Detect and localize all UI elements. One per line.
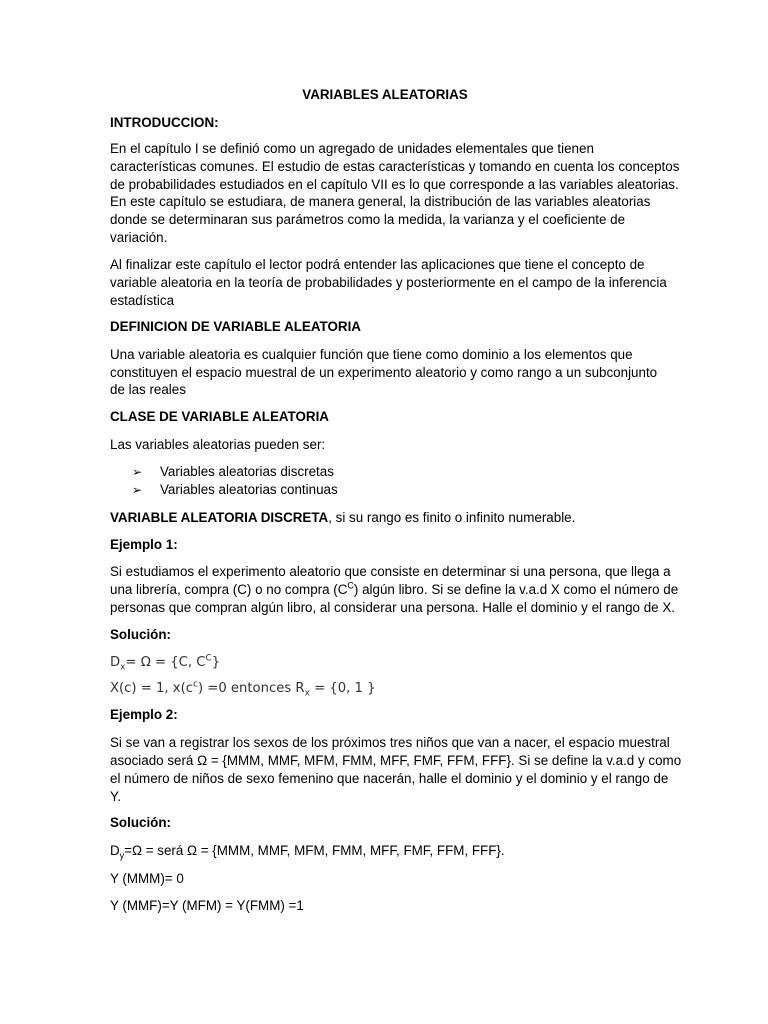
- document-title: VARIABLES ALEATORIAS: [302, 87, 468, 102]
- arrow-bullet-icon: ➢: [132, 465, 143, 479]
- paragraph-line: En este capítulo se estudiara, de manera general, la distribución de las variables aleatorias: [110, 194, 651, 209]
- text-run: =Ω = será Ω = {MMM, MMF, MFM, FMM, MFF, FMF, FFM, FFF}.: [124, 843, 505, 858]
- text-run: D: [110, 655, 121, 670]
- paragraph-line: Si estudiamos el experimento aleatorio que consiste en determinar si una persona, que llega a: [110, 564, 671, 579]
- paragraph-line: constituyen el espacio muestral de un experimento aleatorio y como rango a un subconjunto: [110, 365, 658, 380]
- subscript: x: [120, 662, 126, 673]
- discreta-text: , si su rango es finito o infinito numerable.: [328, 510, 576, 525]
- arrow-bullet-icon: ➢: [132, 483, 143, 497]
- paragraph-line: variable aleatoria en la teoría de probabilidades y posteriormente en el campo de la inferencia: [110, 275, 667, 290]
- paragraph-line: variación.: [110, 230, 168, 245]
- paragraph-line: estadística: [110, 293, 175, 308]
- subscript: x: [304, 688, 310, 699]
- text-run: ) =0 entonces R: [197, 681, 305, 696]
- ejemplo2-domain-formula: [110, 842, 505, 860]
- ejemplo1-domain-formula: [110, 654, 220, 672]
- superscript: c: [192, 679, 198, 690]
- paragraph-line: características comunes. El estudio de estas características y tomando en cuenta los conceptos: [110, 159, 680, 174]
- definicion-heading: DEFINICION DE VARIABLE ALEATORIA: [110, 319, 361, 334]
- ejemplo1-range-formula: [110, 680, 375, 698]
- paragraph-line: donde se determinaran sus parámetros como la medida, la varianza y el coeficiente de: [110, 212, 626, 227]
- ejemplo2-value-2: Y (MMF)=Y (MFM) = Y(FMM) =1: [110, 898, 304, 913]
- clase-intro: Las variables aleatorias pueden ser:: [110, 437, 326, 452]
- paragraph-line: Y.: [110, 789, 121, 804]
- intro-heading: INTRODUCCION:: [110, 115, 219, 130]
- list-item-label: Variables aleatorias discretas: [160, 464, 334, 479]
- text-run: ) algún libro. Si se define la v.a.d X como el número de: [353, 582, 679, 597]
- text-run: D: [110, 843, 120, 858]
- subscript: y: [119, 850, 125, 861]
- text-run: = {0, 1 }: [309, 681, 376, 696]
- paragraph-line: de las reales: [110, 382, 186, 397]
- paragraph-line: el número de niños de sexo femenino que nacerán, halle el dominio y el dominio y el rango de: [110, 771, 669, 786]
- discreta-term: VARIABLE ALEATORIA DISCRETA: [110, 510, 329, 525]
- paragraph-line: Al finalizar este capítulo el lector podrá entender las aplicaciones que tiene el concepto de: [110, 257, 645, 272]
- ejemplo2-heading: Ejemplo 2:: [110, 707, 178, 722]
- paragraph-line: Si se van a registrar los sexos de los próximos tres niños que van a nacer, el espacio muestral: [110, 735, 670, 750]
- text-run: X(c) = 1, x(c: [110, 681, 193, 696]
- list-item-label: Variables aleatorias continuas: [160, 482, 338, 497]
- list-item: [132, 481, 338, 499]
- paragraph-line: Una variable aleatoria es cualquier función que tiene como dominio a los elementos que: [110, 347, 633, 362]
- paragraph-line: En el capítulo I se definió como un agregado de unidades elementales que tienen: [110, 141, 594, 156]
- text-run: = Ω = {C, C: [125, 655, 206, 670]
- paragraph-line: personas que compran algún libro, al considerar una persona. Halle el dominio y el rango de X.: [110, 600, 675, 615]
- ejemplo1-solucion-heading: Solución:: [110, 627, 171, 642]
- discreta-definition: [110, 509, 575, 527]
- ejemplo2-solucion-heading: Solución:: [110, 815, 171, 830]
- ejemplo1-heading: Ejemplo 1:: [110, 537, 178, 552]
- text-run: }: [211, 655, 221, 670]
- clase-heading: CLASE DE VARIABLE ALEATORIA: [110, 409, 329, 424]
- superscript: C: [205, 653, 212, 664]
- superscript: C: [347, 580, 354, 591]
- paragraph-line: [110, 581, 678, 599]
- paragraph-line: asociado será Ω = {MMM, MMF, MFM, FMM, MFF, FMF, FFM, FFF}. Si se define la v.a.d y como: [110, 753, 682, 768]
- list-item: [132, 463, 334, 481]
- text-run: una librería, compra (C) o no compra (C: [110, 582, 348, 597]
- ejemplo2-value-1: Y (MMM)= 0: [110, 871, 184, 886]
- paragraph-line: de probabilidades estudiados en el capítulo VII es lo que corresponde a las variables aleatorias.: [110, 177, 679, 192]
